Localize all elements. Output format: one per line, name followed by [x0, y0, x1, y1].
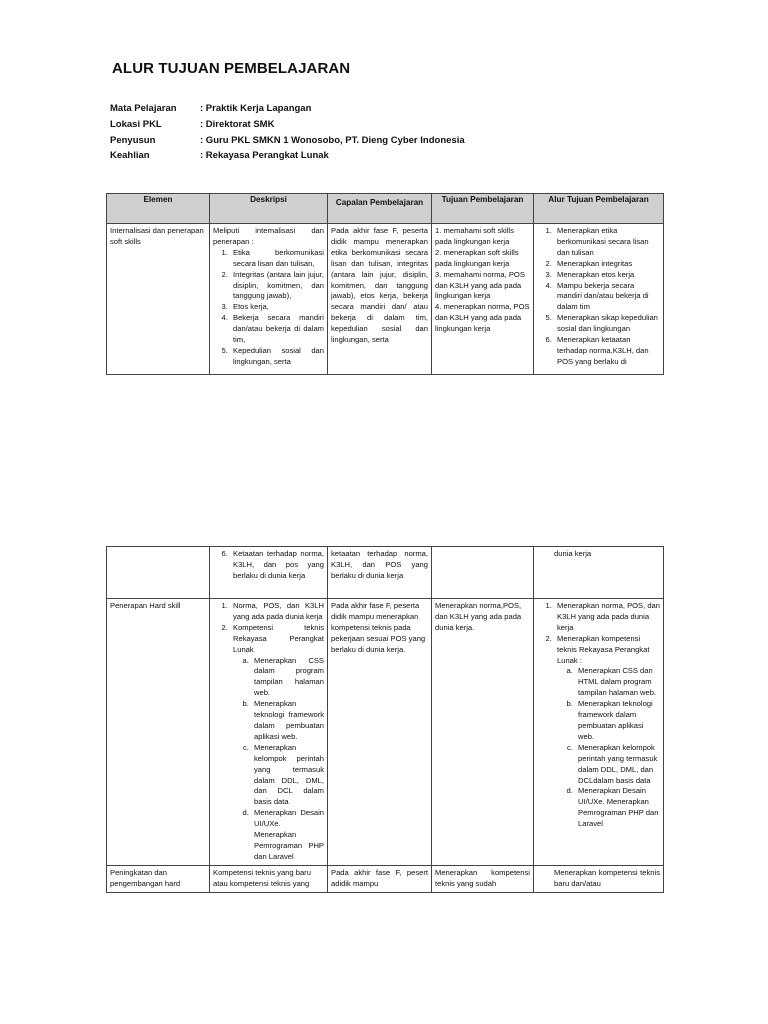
list-item-text: Menerapkan kompetensi teknis Rekayasa Perangkat Lunak :: [557, 633, 650, 665]
list-item: 4. Mampu bekerja secara mandiri dan/atau bekerja di dalam tim: [554, 281, 660, 314]
list-item: 3. memahami norma, POS dan K3LH yang ada pada lingkungan kerja: [435, 269, 525, 301]
meta-key: Mata Pelajaran: [110, 103, 177, 114]
sub-list-item: c. Menerapkan kelompok perintah yang termasuk dalam DDL, DML, dan DCLdalam basis data: [575, 743, 660, 787]
table-row: [107, 865, 664, 892]
cell-deskripsi: [210, 224, 328, 375]
sub-list-item: c. Menerapkan kelompok perintah yang termasuk dalam DDL, DML, dan DCL dalam basis data: [251, 743, 324, 808]
header-alur: Alur Tujuan Pembelajaran: [534, 194, 664, 224]
list-item-text: Kompetensi teknis Rekayasa Perangkat Lunak: [233, 622, 324, 654]
cell-tujuan: Menerapkan norma,POS, dan K3LH yang ada pada dunia kerja.: [432, 599, 534, 866]
alur-table-part-2: [106, 546, 664, 893]
table-row: [107, 224, 664, 375]
list-item: [554, 634, 660, 830]
list-item: 6. Ketaatan terhadap norma, K3LH, dan pos yang berlaku di dunia kerja: [230, 549, 324, 582]
list-item: 1. Menerapkan etika berkomunikasi secara lisan dan tulisan: [554, 226, 660, 259]
list-item: 3. Etos kerja,: [230, 302, 324, 313]
document-title: ALUR TUJUAN PEMBELAJARAN: [112, 60, 351, 77]
sub-list-item: b. Menerapkan teknologi framework dalam pembuatan aplikasi web.: [575, 699, 660, 743]
alur-table-part-1: [106, 193, 664, 375]
list-item: 1. Etika berkomunikasi secara lisan dan tulisan,: [230, 248, 324, 270]
cell-capaian: Pada akhir fase F, peserta didik mampu menerapkan etika berkomunikasi secara lisan dan tulisan, integritas (antara lain jujur, disiplin, komitmen, dan tanggung jawab), etos kerja, bekerja secara mandiri dan/ atau bekerja di dalam tim, kepedulian sosial dan lingkungan, serta: [328, 224, 432, 375]
cell-deskripsi: [210, 547, 328, 599]
meta-key: Penyusun: [110, 134, 156, 146]
cell-capaian: Pada akhir fase F, pesert adidik mampu: [328, 865, 432, 892]
list-item: 2. Menerapkan integritas: [554, 259, 660, 270]
list-item: [230, 623, 324, 863]
meta-row-subject: [110, 101, 465, 117]
header-capaian: Capalan Pembelajaran: [328, 194, 432, 224]
cell-deskripsi: [210, 599, 328, 866]
sub-list-item: a. Menerapkan CSS dalam program tampilan halaman web.: [251, 656, 324, 700]
meta-value: : Praktik Kerja Lapangan: [200, 103, 312, 114]
meta-value: : Direktorat SMK: [200, 118, 275, 130]
meta-row-expertise: [110, 148, 465, 164]
list-item: 2. Integritas (antara lain jujur, disiplin, komitmen, dan tanggung jawab),: [230, 270, 324, 303]
meta-key: Keahlian: [110, 150, 150, 162]
cell-alur: dunia kerja: [534, 547, 664, 599]
list-item: 4. menerapkan norma, POS dan K3LH yang ada pada lingkungan kerja: [435, 302, 530, 334]
sub-list-item: b. Menerapkan teknologi framework dalam pembuatan aplikasi web.: [251, 699, 324, 743]
meta-key: Lokasi PKL: [110, 118, 162, 130]
table-row: [107, 599, 664, 866]
cell-deskripsi: Kompetensi teknis yang baru atau kompetensi teknis yang: [210, 865, 328, 892]
cell-alur: Menerapkan kompetensi teknis baru dan/atau: [534, 865, 664, 892]
cell-capaian: Pada akhir fase F, peserta didik mampu menerapkan kompetensi teknis pada pekerjaan sesuai POS yang berlaku di dunia kerja.: [328, 599, 432, 866]
cell-alur: [534, 224, 664, 375]
list-item: 3. Menerapkan etos kerja: [554, 270, 660, 281]
sub-list-item: a. Menerapkan CSS dan HTML dalam program tampilan halaman web.: [575, 666, 660, 699]
cell-elemen: Peningkatan dan pengembangan hard: [107, 865, 210, 892]
cell-elemen: Penerapan Hard skill: [107, 599, 210, 866]
sub-list-item: d. Menerapkan Desain UI/UXe. Menerapkan Pemrograman PHP dan Laravel: [251, 808, 324, 863]
cell-tujuan: Menerapkan kompetensi teknis yang sudah: [432, 865, 534, 892]
table-row: [107, 547, 664, 599]
list-item: 1. memahami soft skills pada lingkungan kerja: [435, 226, 514, 246]
header-elemen: Elemen: [107, 194, 210, 224]
cell-elemen: [107, 547, 210, 599]
meta-row-location: [110, 117, 465, 133]
cell-tujuan: [432, 547, 534, 599]
list-item: 1. Menerapkan norma, POS, dan K3LH yang ada pada dunia kerja: [554, 601, 660, 634]
cell-capaian: ketaatan terhadap norma, K3LH, dan POS yang berlaku di dunia kerja: [328, 547, 432, 599]
cell-alur: [534, 599, 664, 866]
header-tujuan: Tujuan Pembelajaran: [432, 194, 534, 224]
list-item: 6. Menerapkan ketaatan terhadap norma,K3LH, dan POS yang berlaku di: [554, 335, 660, 368]
list-item: 5. Kepedulian sosial dan lingkungan, serta: [230, 346, 324, 368]
meta-value: : Guru PKL SMKN 1 Wonosobo, PT. Dieng Cyber Indonesia: [200, 134, 465, 146]
header-deskripsi: Deskripsi: [210, 194, 328, 224]
table-header-row: [107, 194, 664, 224]
meta-value: : Rekayasa Perangkat Lunak: [200, 150, 329, 162]
cell-tujuan: [432, 224, 534, 375]
sub-list-item: d. Menerapkan Desain UI/UXe. Menerapkan Pemrograman PHP dan Laravel: [575, 786, 660, 830]
list-item: 1. Norma, POS, dan K3LH yang ada pada dunia kerja: [230, 601, 324, 623]
cell-elemen: Internalisasi dan penerapan soft skills: [107, 224, 210, 375]
document-meta: [110, 101, 465, 164]
list-item: 5. Menerapkan sikap kepedulian sosial dan lingkungan: [554, 313, 660, 335]
list-item: 2. menerapkan soft skills pada lingkungan kerja: [435, 247, 519, 268]
meta-row-author: [110, 133, 465, 149]
list-item: 4. Bekerja secara mandiri dan/atau bekerja di dalam tim,: [230, 313, 324, 346]
deskripsi-intro: Meliputi internalisasi dan penerapan :: [213, 226, 324, 246]
